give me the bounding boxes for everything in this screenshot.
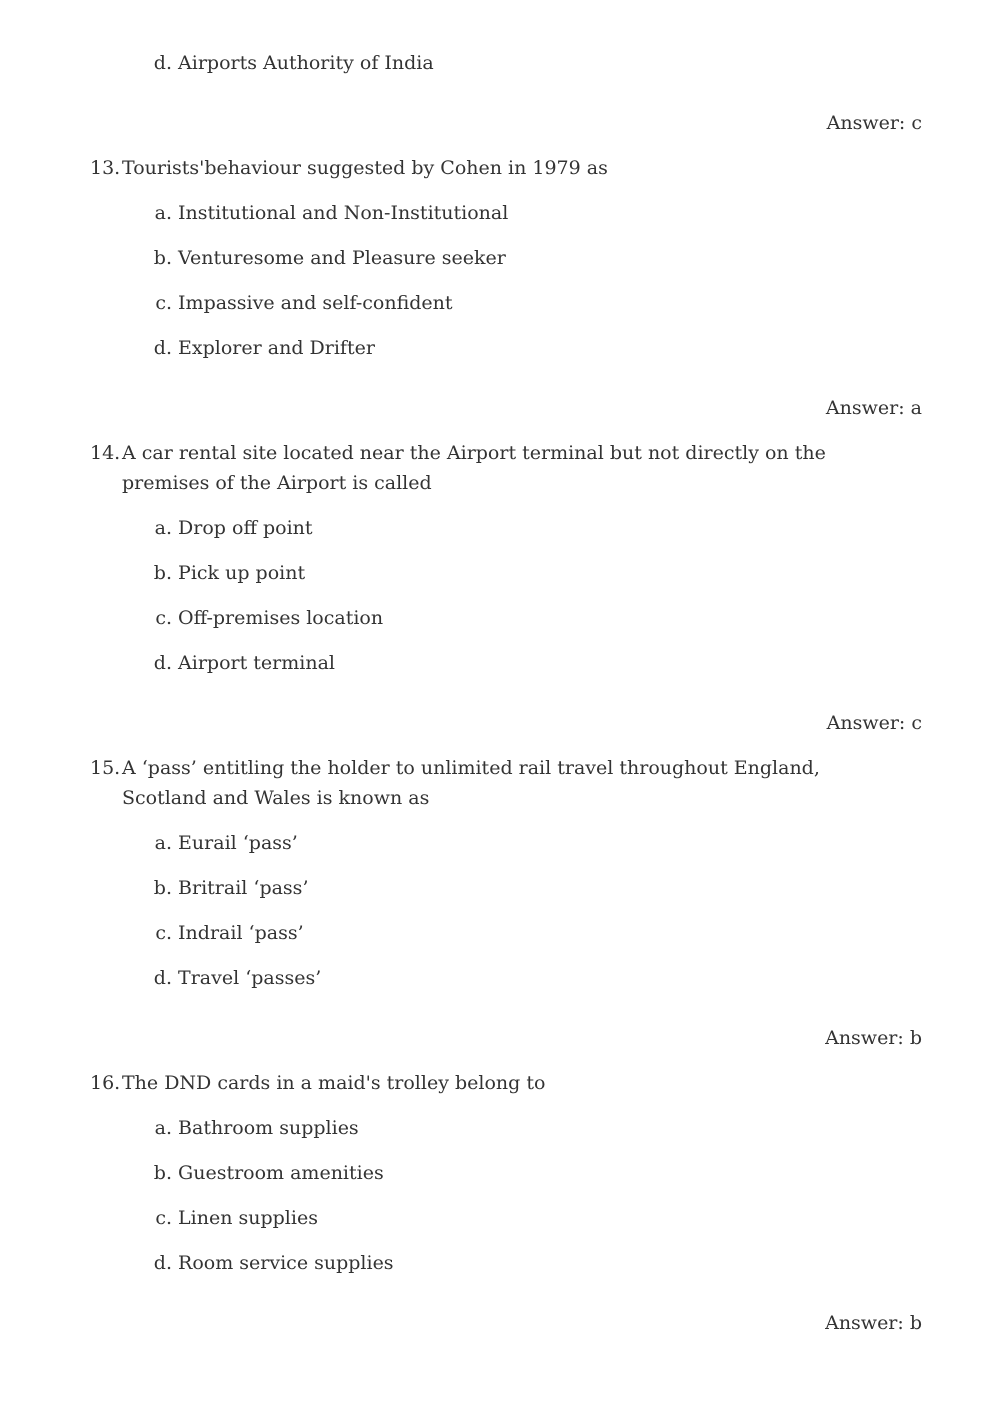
question-14 <box>90 438 910 498</box>
question-text: A ‘pass’ entitling the holder to unlimited rail travel throughout England, Scotland and Wales is known as <box>122 757 820 809</box>
option-text: Indrail ‘pass’ <box>178 922 304 944</box>
answer-label: Answer: a <box>825 397 922 419</box>
question-13 <box>90 153 910 183</box>
question-number: 14. <box>90 442 121 464</box>
option-letter: b. <box>153 1162 172 1184</box>
option-a <box>150 832 298 854</box>
option-text: Pick up point <box>178 562 306 584</box>
question-15 <box>90 753 910 813</box>
option-text: Off-premises location <box>178 607 384 629</box>
option-c <box>150 922 304 944</box>
option-text: Bathroom supplies <box>178 1117 359 1139</box>
option-text: Guestroom amenities <box>178 1162 384 1184</box>
question-16 <box>90 1068 910 1098</box>
option-letter: b. <box>153 247 172 269</box>
option-letter: a. <box>154 517 172 539</box>
option-letter: d. <box>153 1252 172 1274</box>
option-letter: c. <box>155 607 172 629</box>
option-text: Britrail ‘pass’ <box>178 877 309 899</box>
option-letter: b. <box>153 877 172 899</box>
option-text: Explorer and Drifter <box>178 337 375 359</box>
answer-label: Answer: b <box>825 1027 922 1049</box>
answer-label: Answer: c <box>826 112 922 134</box>
option-text: Airports Authority of India <box>178 52 434 74</box>
option-text: Airport terminal <box>178 652 335 674</box>
option-letter: c. <box>155 1207 172 1229</box>
question-number: 13. <box>90 157 121 179</box>
question-number: 15. <box>90 757 121 779</box>
question-number: 16. <box>90 1072 121 1094</box>
option-text: Institutional and Non-Institutional <box>178 202 509 224</box>
option-letter: c. <box>155 922 172 944</box>
option-a <box>150 517 313 539</box>
option-b <box>150 1162 384 1184</box>
option-letter: d. <box>153 652 172 674</box>
option-letter: c. <box>155 292 172 314</box>
option-b <box>150 247 506 269</box>
option-d <box>150 52 434 74</box>
question-text: A car rental site located near the Airport terminal but not directly on the premises of the Airport is called <box>122 442 826 494</box>
option-letter: d. <box>153 967 172 989</box>
option-a <box>150 202 508 224</box>
option-text: Travel ‘passes’ <box>178 967 322 989</box>
option-text: Venturesome and Pleasure seeker <box>178 247 506 269</box>
option-b <box>150 877 308 899</box>
option-d <box>150 652 335 674</box>
option-d <box>150 967 321 989</box>
option-letter: b. <box>153 562 172 584</box>
option-letter: d. <box>153 337 172 359</box>
question-text: The DND cards in a maid's trolley belong to <box>122 1072 546 1094</box>
option-d <box>150 1252 394 1274</box>
option-text: Drop off point <box>178 517 313 539</box>
answer-label: Answer: b <box>825 1312 922 1334</box>
option-letter: a. <box>154 1117 172 1139</box>
option-a <box>150 1117 359 1139</box>
option-letter: d. <box>153 52 172 74</box>
option-text: Linen supplies <box>178 1207 318 1229</box>
option-text: Impassive and self-confident <box>178 292 453 314</box>
option-text: Room service supplies <box>178 1252 394 1274</box>
option-d <box>150 337 375 359</box>
option-c <box>150 292 453 314</box>
option-letter: a. <box>154 832 172 854</box>
option-letter: a. <box>154 202 172 224</box>
option-c <box>150 607 383 629</box>
question-text: Tourists'behaviour suggested by Cohen in 1979 as <box>122 157 608 179</box>
option-text: Eurail ‘pass’ <box>178 832 298 854</box>
option-b <box>150 562 305 584</box>
answer-label: Answer: c <box>826 712 922 734</box>
option-c <box>150 1207 318 1229</box>
